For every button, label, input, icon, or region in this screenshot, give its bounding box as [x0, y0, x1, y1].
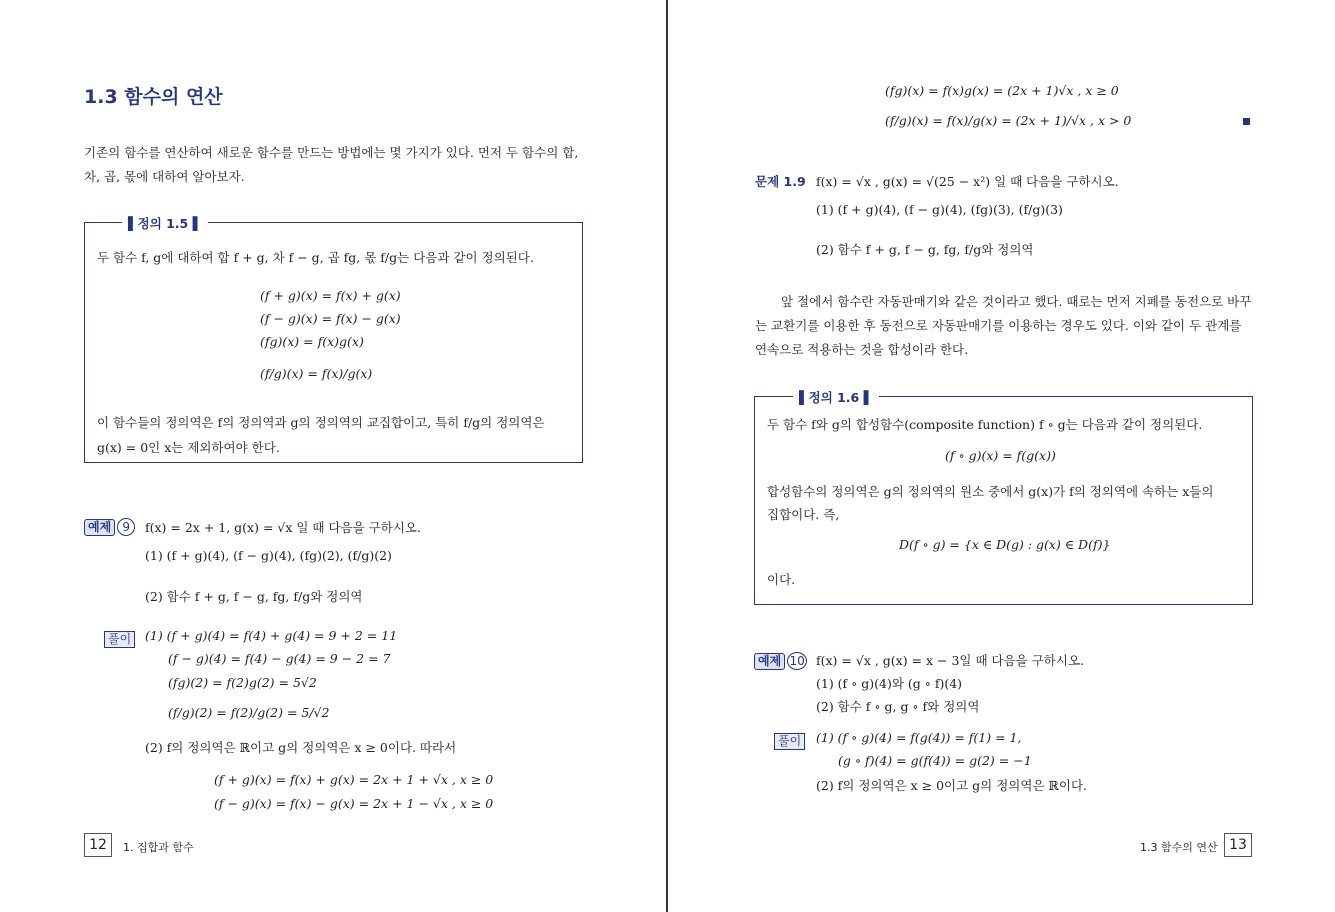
example-9-badge — [84, 516, 135, 536]
intro-paragraph — [84, 141, 584, 189]
continuation-line-1: (fg)(x) = f(x)g(x) = (2x + 1)√x , x ≥ 0 — [885, 83, 1119, 98]
example-10-question-2: (2) 함수 f ∘ g, g ∘ f와 정의역 — [816, 699, 980, 714]
running-header-right: 1.3 함수의 연산 — [1140, 841, 1218, 854]
solution-9-badge-wrap — [104, 628, 135, 648]
section-title: 1.3 함수의 연산 — [84, 86, 223, 108]
intro-line-1: 기존의 함수를 연산하여 새로운 함수를 만드는 방법에는 몇 가지가 있다. 먼저 두 함수의 합, — [84, 145, 579, 160]
solution-10-line-3: (2) f의 정의역은 x ≥ 0이고 g의 정의역은 ℝ이다. — [816, 778, 1088, 793]
definition-1-6-statement: 두 함수 f와 g의 합성함수(composite function) f ∘ g는 다음과 같이 정의된다. — [767, 417, 1203, 432]
example-10-badge — [754, 650, 807, 670]
continuation-line-2: (f/g)(x) = f(x)/g(x) = (2x + 1)/√x , x > 0 — [885, 113, 1132, 128]
solution-badge: 풀이 — [104, 631, 135, 648]
solution-9-line-7: (f − g)(x) = f(x) − g(x) = 2x + 1 − √x , x ≥ 0 — [214, 796, 494, 811]
problem-1-9-question-2: (2) 함수 f + g, f − g, fg, f/g와 정의역 — [816, 242, 1034, 257]
solution-9-line-1: (1) (f + g)(4) = f(4) + g(4) = 9 + 2 = 11 — [145, 628, 398, 643]
example-number: 10 — [787, 652, 807, 670]
qed-square-icon — [1243, 118, 1250, 125]
page-number-right: 13 — [1224, 833, 1252, 857]
paragraph-line-3: 연속으로 적용하는 것을 합성이라 한다. — [755, 342, 969, 357]
def-eq-product: (fg)(x) = f(x)g(x) — [260, 334, 364, 349]
definition-1-5-note-1: 이 함수들의 정의역은 f의 정의역과 g의 정의역의 교집합이고, 특히 f/g의 정의역은 — [97, 415, 545, 430]
definition-1-6-line-1: 합성함수의 정의역은 g의 정의역의 원소 중에서 g(x)가 f의 정의역에 속하는 x들의 — [767, 484, 1214, 499]
left-page — [0, 0, 666, 912]
right-page — [669, 0, 1335, 912]
example-10-statement: f(x) = √x , g(x) = x − 3일 때 다음을 구하시오. — [816, 653, 1085, 668]
example-9-question-2: (2) 함수 f + g, f − g, fg, f/g와 정의역 — [145, 589, 363, 604]
page-number-left: 12 — [84, 833, 112, 857]
solution-10-line-1: (1) (f ∘ g)(4) = f(g(4)) = f(1) = 1, — [816, 730, 1022, 745]
solution-9-line-6: (f + g)(x) = f(x) + g(x) = 2x + 1 + √x , x ≥ 0 — [214, 772, 494, 787]
def-eq-difference: (f − g)(x) = f(x) − g(x) — [260, 311, 401, 326]
def-eq-quotient: (f/g)(x) = f(x)/g(x) — [260, 366, 373, 381]
example-10-question-1: (1) (f ∘ g)(4)와 (g ∘ f)(4) — [816, 676, 963, 691]
solution-9-line-5: (2) f의 정의역은 ℝ이고 g의 정의역은 x ≥ 0이다. 따라서 — [145, 740, 457, 755]
solution-9-line-2: (f − g)(4) = f(4) − g(4) = 9 − 2 = 7 — [168, 651, 391, 666]
example-badge: 예제 — [754, 653, 785, 670]
solution-10-badge-wrap — [774, 730, 805, 750]
intro-line-2: 차, 곱, 몫에 대하여 알아보자. — [84, 169, 245, 184]
definition-1-6-line-2: 집합이다. 즉, — [767, 507, 840, 522]
example-number: 9 — [117, 518, 135, 536]
definition-1-6-label: ▌정의 1.6 ▌ — [793, 388, 879, 406]
solution-badge: 풀이 — [774, 733, 805, 750]
composition-intro-paragraph — [755, 290, 1255, 362]
definition-1-5-note-2: g(x) = 0인 x는 제외하여야 한다. — [97, 440, 280, 455]
problem-1-9-question-1: (1) (f + g)(4), (f − g)(4), (fg)(3), (f/g)(3) — [816, 202, 1063, 217]
paragraph-line-1: 앞 절에서 함수란 자동판매기와 같은 것이라고 했다. 때로는 먼저 지폐를 동전으로 바꾸 — [781, 294, 1252, 309]
definition-1-5-statement: 두 함수 f, g에 대하여 합 f + g, 차 f − g, 곱 fg, 몫 f/g는 다음과 같이 정의된다. — [97, 250, 534, 265]
example-9-question-1: (1) (f + g)(4), (f − g)(4), (fg)(2), (f/g)(2) — [145, 548, 392, 563]
def-eq-domain: D(f ∘ g) = {x ∈ D(g) : g(x) ∈ D(f)} — [899, 537, 1111, 552]
example-9-statement: f(x) = 2x + 1, g(x) = √x 일 때 다음을 구하시오. — [145, 520, 421, 535]
example-badge: 예제 — [84, 519, 115, 536]
definition-1-6-line-3: 이다. — [767, 572, 796, 587]
solution-9-line-3: (fg)(2) = f(2)g(2) = 5√2 — [168, 675, 317, 690]
def-eq-composition: (f ∘ g)(x) = f(g(x)) — [945, 448, 1056, 463]
solution-10-line-2: (g ∘ f)(4) = g(f(4)) = g(2) = −1 — [838, 753, 1032, 768]
solution-9-line-4: (f/g)(2) = f(2)/g(2) = 5/√2 — [168, 705, 330, 720]
definition-1-5-label: ▌정의 1.5 ▌ — [122, 214, 208, 232]
paragraph-line-2: 는 교환기를 이용한 후 동전으로 자동판매기를 이용하는 경우도 있다. 이와 같이 두 관계를 — [755, 318, 1242, 333]
problem-1-9-label: 문제 1.9 — [755, 174, 806, 189]
page-gutter — [666, 0, 668, 912]
running-header-left: 1. 집합과 함수 — [123, 841, 194, 854]
def-eq-sum: (f + g)(x) = f(x) + g(x) — [260, 288, 401, 303]
problem-1-9-statement: f(x) = √x , g(x) = √(25 − x²) 일 때 다음을 구하시오. — [816, 174, 1119, 189]
